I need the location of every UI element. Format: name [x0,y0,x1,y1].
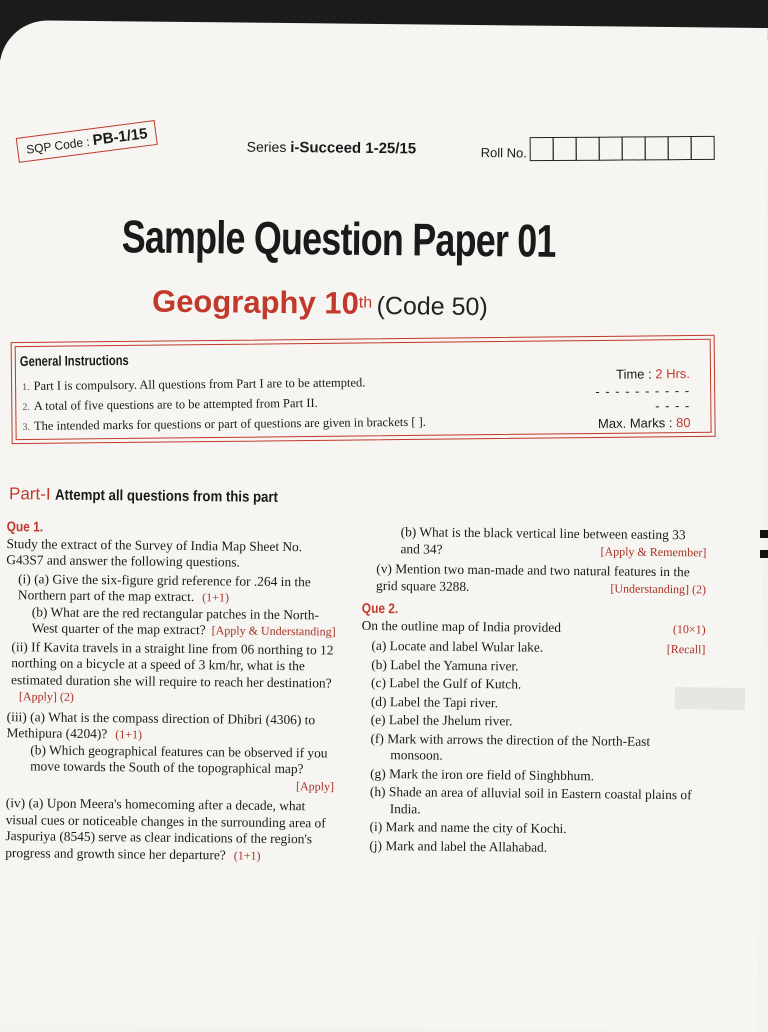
map-item: (c) Label the Gulf of Kutch. [371,674,522,692]
paper-title: Sample Question Paper 01 [121,210,556,267]
question-1-iv: (iv) (a) Upon Meera's homecoming after a decade, what visual cues or noticeable changes in the surrounding area of Jaspuriya (8545) serve as clear indications of the region's progress and growth since her departure? (1+1) [5,795,326,863]
map-item: (b) Label the Yamuna river. [371,656,519,673]
sqp-code-label: SQP Code : [25,134,91,157]
part-heading [9,484,309,507]
question-1-ii: (ii) If Kavita travels in a straight line from 06 northing to 12 northing on a bicycle at a speed of 3 km/hr, what is the estimated duration she will require to reach her destination?[Apply] (2) [11,638,334,704]
question-text: If Kavita travels in a straight line from 06 northing to 12 northing on a bicycle at a speed of 3 km/hr, what is the estimated duration she will require to reach her destination? [11,638,334,691]
question-text: What is the black vertical line between easting 33 and 34? [400,524,686,557]
instructions-list [22,373,426,437]
map-item: (h) Shade an area of alluvial soil in Eastern coastal plains of India. [369,783,692,816]
series-label: Series [246,138,287,156]
subject-code: (Code 50) [376,291,488,322]
scan-smudge [675,687,745,710]
question-1-i-b: (b) What are the red rectangular patches in the North-West quarter of the map extract? [Apply & Understanding] [31,603,336,639]
time-marks-info [590,366,691,431]
question-1-v: (v) Mention two man-made and two natural features in the grid square 3288. [Understanding] (2) [376,560,707,596]
instruction-item: 3. The intended marks for questions or part of questions are given in brackets [ ]. [22,414,426,434]
map-item: (f) Mark with arrows the direction of the North-East monsoon. [370,730,651,763]
question-1-iv-b: (b) What is the black vertical line between easting 33 and 34? [Apply & Remember] [400,524,707,559]
paper-page [0,20,768,1032]
right-column [359,524,706,860]
map-item: (g) Mark the iron ore field of Singhbhum. [370,765,595,783]
cognitive-tag: [Apply] (2) [18,689,74,704]
question-2-intro: On the outline map of India provided (10×1) [361,617,706,636]
part-label: Part-I [8,484,51,504]
time-row: Time : 2 Hrs. [615,366,691,382]
roll-number-boxes[interactable] [531,136,715,161]
cognitive-tag: [Apply & Understanding] [211,623,336,639]
question-1-i: (i) (a) Give the six-figure grid reference for .264 in the Northern part of the map extract. (1+1) [17,570,311,605]
series-value: i-Succeed 1-25/15 [290,139,417,158]
map-item: (i) Mark and name the city of Kochi. [369,818,567,836]
cognitive-tag: [Understanding] (2) [610,580,707,596]
cognitive-tag: [Recall] [666,642,706,657]
map-item: (a) Locate and label Wular lake. [Recall] [371,637,706,657]
map-item: (d) Label the Tapi river. [370,693,499,710]
marks-tag: (10×1) [672,621,706,636]
instruction-item: 2. A total of five questions are to be attempted from Part II. [22,395,318,414]
question-1-iii: (iii) (a) What is the compass direction of Dhibri (4306) to Methipura (4204)? (1+1) [6,708,316,742]
general-instructions-box [11,335,716,444]
question-1-iii-b: (b) Which geographical features can be observed if you move towards the South of the topographical map? [Apply] [30,741,335,794]
question-text: Which geographical features can be observed if you move towards the South of the topographical map? [30,742,328,777]
edge-mark [760,550,768,558]
divider: - - - - - - - - - - - - - - [595,383,691,414]
marks-row: Max. Marks : 80 [597,415,691,431]
question-1-intro: Study the extract of the Survey of India Map Sheet No. G43S7 and answer the following questions. [6,535,303,570]
subject-name: Geography 10 [151,283,359,321]
question-text: What are the red rectangular patches in the North-West quarter of the map extract? [31,604,320,638]
map-item: (j) Mark and label the Allahabad. [369,837,548,855]
question-2-list [359,638,705,858]
series-info [247,139,417,158]
instruction-item: 1. Part I is compulsory. All questions from Part I are to be attempted. [22,375,366,394]
question-text: Upon Meera's homecoming after a decade, what visual cues or noticeable changes in the surrounding area of Jaspuriya (8545) serve as clear indications of the region's progress and growth since her departure? [5,795,326,862]
sqp-code-stamp [16,120,158,163]
question-1-heading: Que 1. [6,518,44,535]
sqp-code-value: PB-1/15 [91,125,149,150]
left-column [3,518,337,864]
edge-mark [760,530,768,538]
question-text: Give the six-figure grid reference for .264 in the Northern part of the map extract. [17,571,311,605]
subject-class-suffix: th [358,294,373,312]
roll-number-label: Roll No. [480,145,527,161]
paper-subtitle [152,284,488,324]
question-text: What is the compass direction of Dhibri (4306) to Methipura (4204)? [6,709,316,742]
cognitive-tag: [Apply] [295,778,335,794]
map-item: (e) Label the Jhelum river. [370,711,513,729]
instructions-heading: General Instructions [19,351,129,370]
part-title: Attempt all questions from this part [54,486,279,506]
question-text: Mention two man-made and two natural features in the grid square 3288. [376,561,690,594]
question-2-heading: Que 2. [361,599,399,617]
cognitive-tag: [Apply & Remember] [600,543,707,559]
